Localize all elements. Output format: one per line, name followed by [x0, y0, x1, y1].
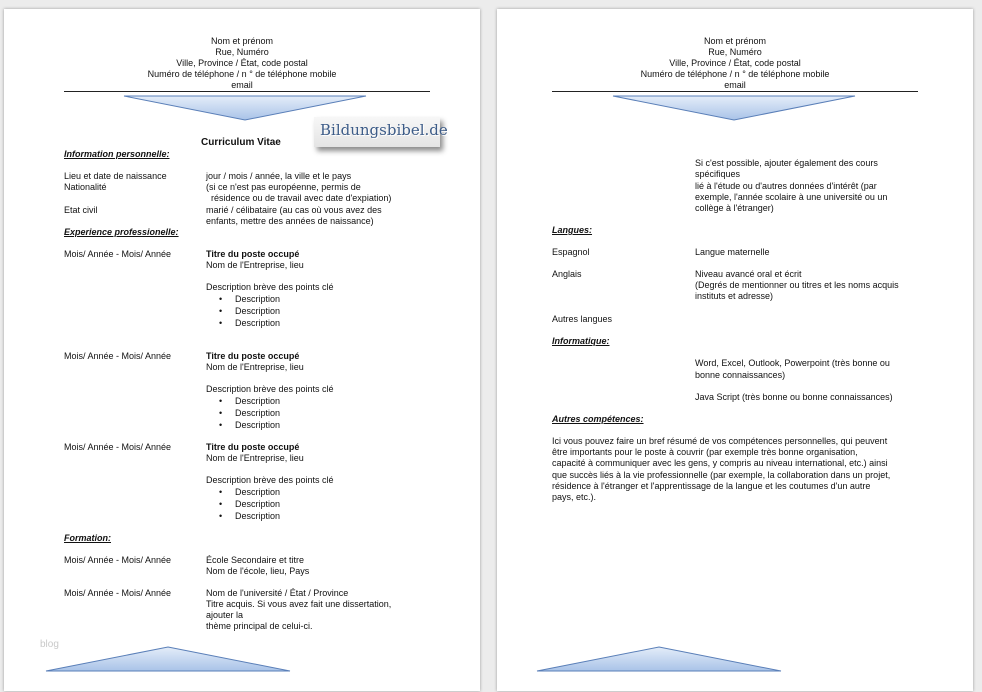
- job-title: Titre du poste occupé: [206, 351, 300, 361]
- it-office: Word, Excel, Outlook, Powerpoint (très bonne ou: [695, 358, 890, 368]
- language-value-english-note: (Degrés de mentionner ou titres et les noms acquis: [695, 280, 899, 290]
- contact-header: [497, 36, 973, 91]
- job-bullet-list: [206, 395, 280, 431]
- skills-line: pays, etc.).: [552, 492, 597, 502]
- courses-line: collège à l'étranger): [695, 203, 774, 213]
- header-name: Nom et prénom: [703, 36, 767, 46]
- other-skills-heading: Autres compétences:: [552, 414, 644, 424]
- education-school-place: Nom de l'école, lieu, Pays: [206, 566, 310, 576]
- civil-status-label: Etat civil: [64, 205, 98, 215]
- job-bullet: • Description: [206, 419, 280, 431]
- header-divider: [64, 91, 430, 92]
- courses-line: Si c'est possible, ajouter également des cours: [695, 158, 878, 168]
- courses-line: exemple, l'année scolaire à une université ou un: [695, 192, 888, 202]
- language-value-english: Niveau avancé oral et écrit: [695, 269, 802, 279]
- skills-line: que succès liés à la vie professionnelle (par exemple, la collaboration dans un projet,: [552, 470, 891, 480]
- it-office-level: bonne connaissances): [695, 370, 786, 380]
- job-company: Nom de l'Entreprise, lieu: [206, 362, 304, 372]
- experience-heading: Experience professionelle:: [64, 227, 179, 237]
- education-thesis: thème principal de celui-ci.: [206, 621, 313, 631]
- header-name: Nom et prénom: [210, 36, 274, 46]
- birth-value: jour / mois / année, la ville et le pays: [206, 171, 352, 181]
- header-phone: Numéro de téléphone / n ° de téléphone mobile: [147, 69, 337, 79]
- language-label-other: Autres langues: [552, 314, 613, 324]
- education-degree: Titre acquis. Si vous avez fait une dissertation,: [206, 599, 392, 609]
- education-period: Mois/ Année - Mois/ Année: [64, 588, 172, 598]
- language-label-spanish: Espagnol: [552, 247, 590, 257]
- cv-page-right: [497, 9, 973, 691]
- education-period: Mois/ Année - Mois/ Année: [64, 555, 172, 565]
- job-desc-label: Description brève des points clé: [206, 475, 334, 485]
- job-period: Mois/ Année - Mois/ Année: [64, 249, 172, 259]
- header-phone: Numéro de téléphone / n ° de téléphone mobile: [640, 69, 830, 79]
- job-bullet: • Description: [206, 293, 280, 305]
- header-divider: [552, 91, 918, 92]
- languages-heading: Langues:: [552, 225, 593, 235]
- logo-text: Bildungsbibel.de: [320, 121, 448, 139]
- job-bullet: • Description: [206, 317, 280, 329]
- job-bullet: • Description: [206, 498, 280, 510]
- job-bullet: • Description: [206, 305, 280, 317]
- nationality-value-1: (si ce n'est pas européenne, permis de: [206, 182, 361, 192]
- job-company: Nom de l'Entreprise, lieu: [206, 453, 304, 463]
- job-desc-label: Description brève des points clé: [206, 384, 334, 394]
- it-java: Java Script (très bonne ou bonne connaissances): [695, 392, 893, 402]
- job-title: Titre du poste occupé: [206, 249, 300, 259]
- job-period: Mois/ Année - Mois/ Année: [64, 442, 172, 452]
- job-bullet-list: [206, 293, 280, 329]
- nationality-label: Nationalité: [64, 182, 107, 192]
- it-skills-heading: Informatique:: [552, 336, 610, 346]
- up-arrow-shape: [535, 645, 783, 673]
- job-bullet-list: [206, 486, 280, 522]
- skills-line: être importants pour le poste à couvrir (par exemple très bonne organisation,: [552, 447, 858, 457]
- courses-line: lié à l'étude ou d'autres données d'intérêt (par: [695, 181, 877, 191]
- contact-header: [4, 36, 480, 91]
- skills-line: Ici vous pouvez faire un bref résumé de vos compétences personnelles, qui peuvent: [552, 436, 888, 446]
- job-bullet: • Description: [206, 510, 280, 522]
- language-label-english: Anglais: [552, 269, 582, 279]
- personal-info-heading: Information personnelle:: [64, 149, 170, 159]
- watermark-text: blog: [40, 639, 59, 650]
- nationality-value-2: résidence ou de travail avec date d'expiation): [211, 193, 392, 203]
- up-arrow-shape: [44, 645, 292, 673]
- education-school: École Secondaire et titre: [206, 555, 305, 565]
- header-city: Ville, Province / État, code postal: [176, 58, 308, 68]
- cv-page-left: [4, 9, 480, 691]
- birth-label: Lieu et date de naissance: [64, 171, 167, 181]
- language-value-english-note: instituts et adresse): [695, 291, 774, 301]
- job-period: Mois/ Année - Mois/ Année: [64, 351, 172, 361]
- job-bullet: • Description: [206, 407, 280, 419]
- job-bullet: • Description: [206, 486, 280, 498]
- header-email: email: [231, 80, 253, 90]
- language-value-spanish: Langue maternelle: [695, 247, 770, 257]
- cv-title: Curriculum Vitae: [201, 137, 281, 148]
- job-bullet: • Description: [206, 395, 280, 407]
- civil-value-2: enfants, mettre des années de naissance): [206, 216, 374, 226]
- header-city: Ville, Province / État, code postal: [669, 58, 801, 68]
- bildungsbibel-logo: [314, 117, 448, 147]
- job-desc-label: Description brève des points clé: [206, 282, 334, 292]
- civil-value-1: marié / célibataire (au cas où vous avez des: [206, 205, 382, 215]
- education-degree-cont: ajouter la: [206, 610, 244, 620]
- skills-line: résidence à l'étranger et l'apprentissage de la langue et les coutumes d'un autre: [552, 481, 871, 491]
- header-street: Rue, Numéro: [215, 47, 269, 57]
- skills-line: capacité à communiquer avec les gens, y compris au niveau international, etc.) ainsi: [552, 458, 888, 468]
- courses-line: spécifiques: [695, 169, 741, 179]
- down-arrow-shape: [611, 94, 857, 122]
- header-street: Rue, Numéro: [708, 47, 762, 57]
- education-university: Nom de l'université / État / Province: [206, 588, 349, 598]
- job-title: Titre du poste occupé: [206, 442, 300, 452]
- education-heading: Formation:: [64, 533, 111, 543]
- job-company: Nom de l'Entreprise, lieu: [206, 260, 304, 270]
- header-email: email: [724, 80, 746, 90]
